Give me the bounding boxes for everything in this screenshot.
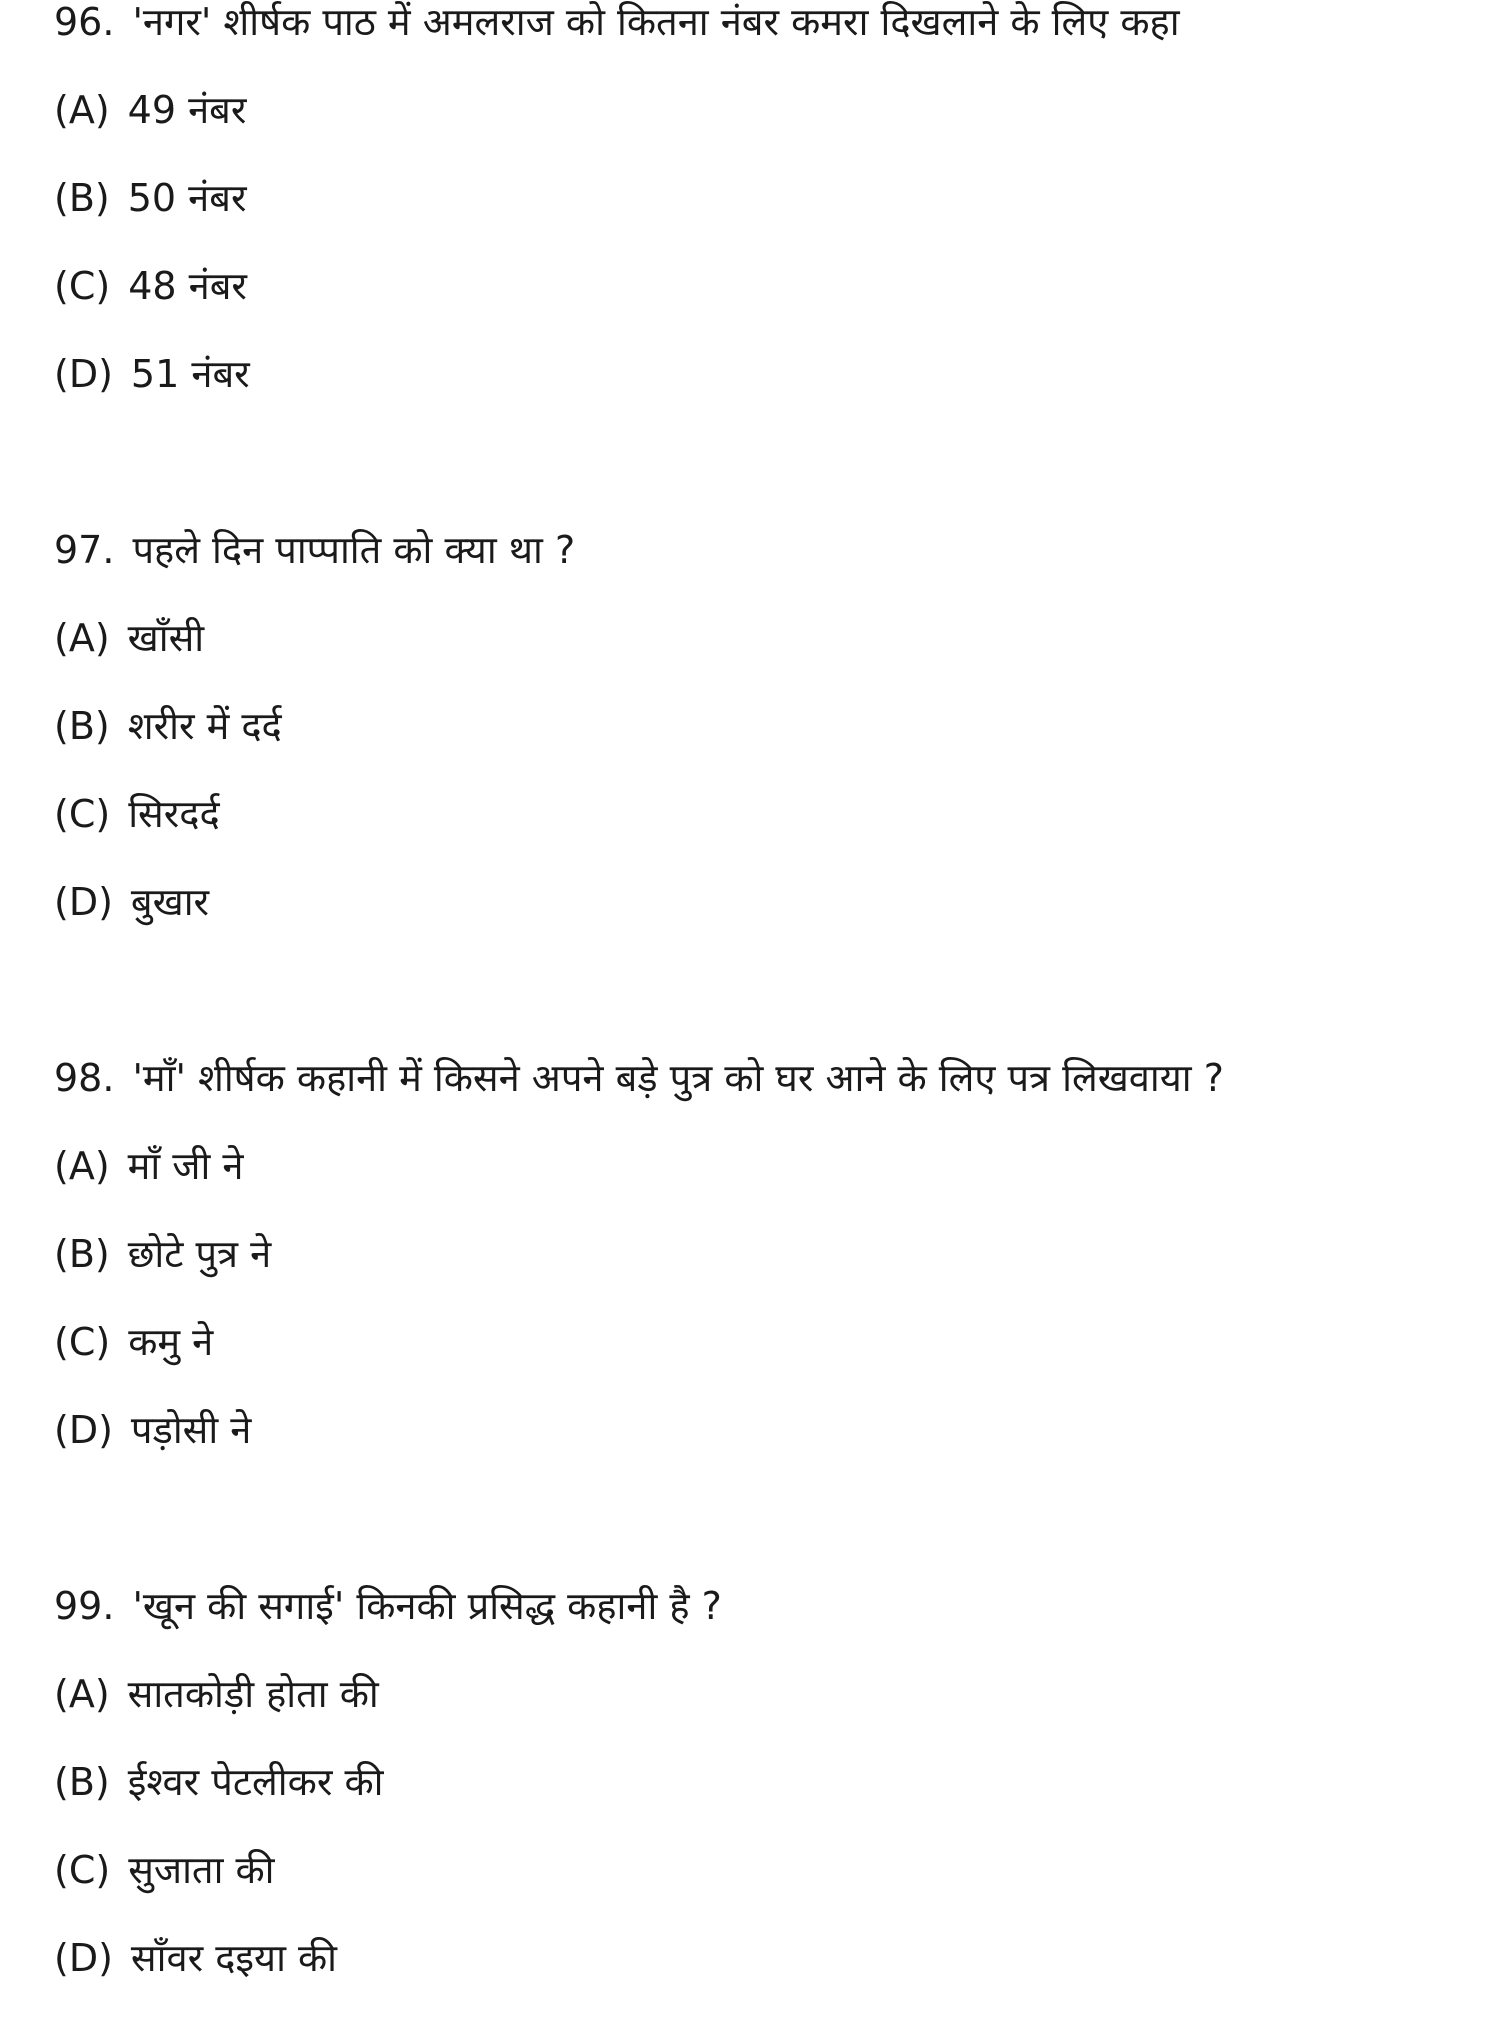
option-b [54, 694, 1474, 782]
option-a [54, 606, 1474, 694]
option-label: (C) [54, 1848, 111, 1892]
option-d [54, 342, 1474, 430]
option-label: (A) [54, 1144, 110, 1188]
option-label: (D) [54, 1936, 113, 1980]
question-96 [54, 0, 1474, 430]
question-text: पहले दिन पाप्पाति को क्या था ? [132, 528, 576, 572]
option-a [54, 1134, 1474, 1222]
question-text: 'खून की सगाई' किनकी प्रसिद्ध कहानी है ? [132, 1584, 722, 1628]
option-text: 51 नंबर [130, 352, 250, 396]
option-text: 50 नंबर [127, 176, 247, 220]
option-b [54, 1750, 1474, 1838]
question-stem [54, 518, 1474, 606]
option-label: (D) [54, 352, 113, 396]
option-text: शरीर में दर्द [127, 704, 282, 748]
question-number: 98. [54, 1056, 115, 1100]
option-text: 49 नंबर [127, 88, 247, 132]
option-text: खाँसी [127, 616, 205, 660]
option-d [54, 1926, 1474, 2014]
option-d [54, 870, 1474, 958]
question-stem [54, 0, 1474, 78]
option-label: (B) [54, 1232, 110, 1276]
question-number: 96. [54, 0, 115, 44]
option-label: (A) [54, 88, 110, 132]
option-label: (A) [54, 616, 110, 660]
option-label: (C) [54, 264, 111, 308]
question-97 [54, 518, 1474, 958]
option-label: (D) [54, 1408, 113, 1452]
option-label: (C) [54, 792, 111, 836]
option-label: (B) [54, 704, 110, 748]
option-text: कमु ने [128, 1320, 214, 1364]
option-d [54, 1398, 1474, 1486]
option-text: ईश्वर पेटलीकर की [127, 1760, 384, 1804]
option-a [54, 1662, 1474, 1750]
option-c [54, 1838, 1474, 1926]
option-b [54, 1222, 1474, 1310]
option-text: साँवर दइया की [130, 1936, 338, 1980]
option-label: (B) [54, 176, 110, 220]
question-text: 'माँ' शीर्षक कहानी में किसने अपने बड़े पुत्र को घर आने के लिए पत्र लिखवाया ? [132, 1056, 1224, 1100]
option-text: सिरदर्द [128, 792, 220, 836]
option-label: (B) [54, 1760, 110, 1804]
option-text: बुखार [130, 880, 210, 924]
option-label: (C) [54, 1320, 111, 1364]
option-text: सुजाता की [128, 1848, 275, 1892]
question-98 [54, 1046, 1474, 1486]
option-text: माँ जी ने [127, 1144, 244, 1188]
option-c [54, 782, 1474, 870]
question-number: 97. [54, 528, 115, 572]
question-text: 'नगर' शीर्षक पाठ में अमलराज को कितना नंबर कमरा दिखलाने के लिए कहा [132, 0, 1180, 44]
option-c [54, 254, 1474, 342]
option-c [54, 1310, 1474, 1398]
option-text: 48 नंबर [128, 264, 247, 308]
option-label: (A) [54, 1672, 110, 1716]
option-b [54, 166, 1474, 254]
question-stem [54, 1574, 1474, 1662]
option-label: (D) [54, 880, 113, 924]
option-text: पड़ोसी ने [130, 1408, 252, 1452]
question-number: 99. [54, 1584, 115, 1628]
question-99 [54, 1574, 1474, 2014]
option-text: सातकोड़ी होता की [127, 1672, 379, 1716]
option-a [54, 78, 1474, 166]
option-text: छोटे पुत्र ने [127, 1232, 272, 1276]
question-stem [54, 1046, 1474, 1134]
